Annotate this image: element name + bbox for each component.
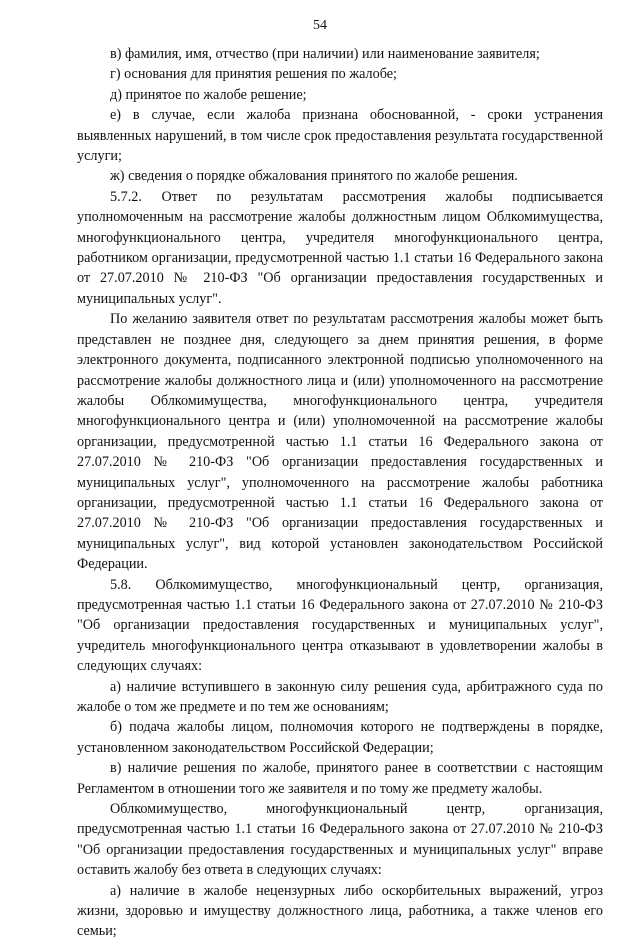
item-a-obscene-language: а) наличие в жалобе нецензурных либо оскорбительных выражений, угроз жизни, здоровью и имуществу должностного лица, работника, а также членов его семьи; (77, 882, 603, 940)
item-g-decision-grounds: г) основания для принятия решения по жалобе; (110, 66, 397, 83)
clause-5-8: 5.8. Облкомимущество, многофункциональный центр, организация, предусмотренная частью 1.1 статьи 16 Федерального закона от 27.07.2010 № 210-ФЗ "Об организации предоставления государственных и муниципальных услуг", учредитель многофункционального центра отказывают в удовлетворении жалобы в следующих случаях: (77, 576, 603, 675)
item-a-court-decision: а) наличие вступившего в законную силу решения суда, арбитражного суда по жалобе о том же предмете и по тем же основаниям; (77, 678, 603, 715)
clause-5-7-2: 5.7.2. Ответ по результатам рассмотрения жалобы подписывается уполномоченным на рассмотрение жалобы должностным лицом Облкомимущества, многофункционального центра, учредителя многофункционального центра, работником организации, предусмотренной частью 1.1 статьи 16 Федерального закона от 27.07.2010 № 210-ФЗ "Об организации предоставления государственных и муниципальных услуг". (77, 188, 603, 307)
item-zh-appeal-procedure: ж) сведения о порядке обжалования принятого по жалобе решения. (110, 168, 518, 185)
item-d-decision: д) принятое по жалобе решение; (110, 86, 307, 103)
page-number: 54 (313, 18, 327, 33)
item-b-unconfirmed-authority: б) подача жалобы лицом, полномочия которого не подтверждены в порядке, установленном законодательством Российской Федерации; (77, 719, 603, 756)
paragraph-electronic-reply: По желанию заявителя ответ по результатам рассмотрения жалобы может быть представлен не позднее дня, следующего за днем принятия решения, в форме электронного документа, подписанного электронной подписью уполномоченного на рассмотрение жалобы должностного лица и (или) уполномоченного на рассмотрение жалобы Облкомимущества, многофункционального центра, учредителя многофункционального центра и (или) уполномоченной на рассмотрение жалобы организации, предусмотренной частью 1.1 статьи 16 Федерального закона от 27.07.2010 № 210-ФЗ "Об организации предоставления государственных и муниципальных услуг", уполномоченного на рассмотрение жалобы работника организации, предусмотренной частью 1.1 статьи 16 Федерального закона от 27.07.2010 № 210-ФЗ "Об организации предоставления государственных и муниципальных услуг", вид которой установлен законодательством Российской Федерации. (77, 311, 603, 573)
item-e-remediation-terms: е) в случае, если жалоба признана обоснованной, - сроки устранения выявленных нарушений, в том числе срок предоставления результата государственной услуги; (77, 107, 603, 165)
item-v-prior-decision: в) наличие решения по жалобе, принятого ранее в соответствии с настоящим Регламентом в отношении того же заявителя и по тому же предмету жалобы. (77, 760, 603, 797)
item-v-applicant-name: в) фамилия, имя, отчество (при наличии) или наименование заявителя; (110, 46, 540, 62)
document-body (77, 44, 603, 942)
paragraph-leave-unanswered: Облкомимущество, многофункциональный центр, организация, предусмотренная частью 1.1 статьи 16 Федерального закона от 27.07.2010 № 210-ФЗ "Об организации предоставления государственных и муниципальных услуг" вправе оставить жалобу без ответа в следующих случаях: (77, 801, 603, 879)
